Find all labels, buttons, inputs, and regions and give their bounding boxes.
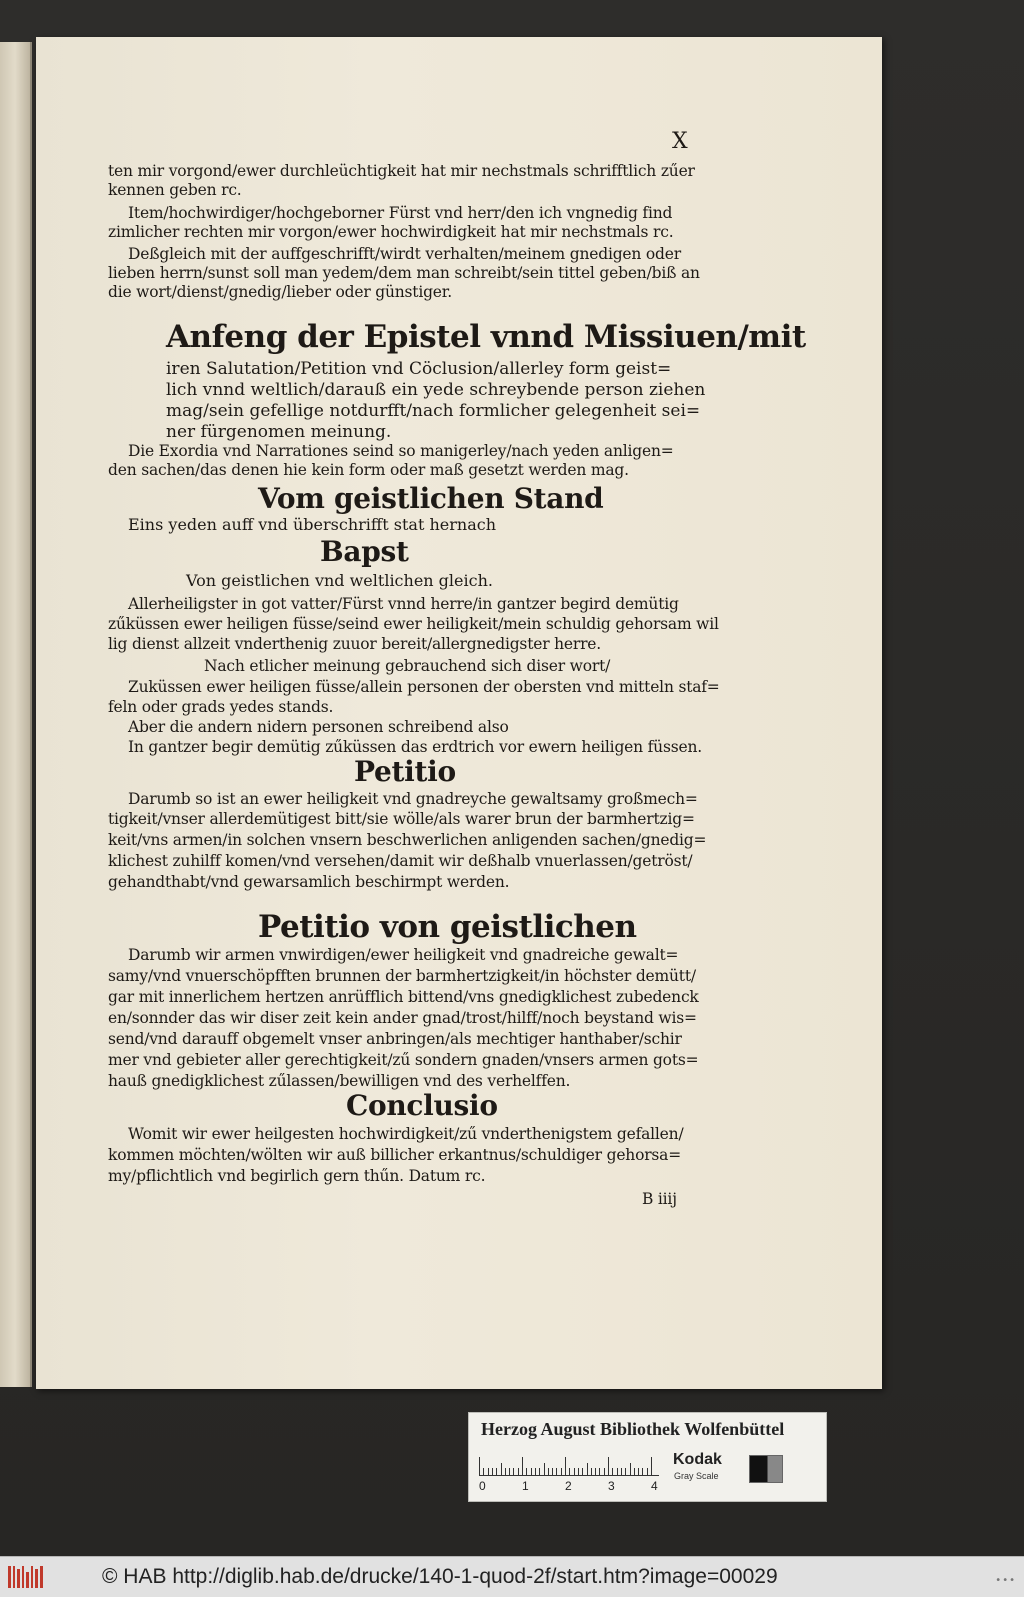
ruler-tick: [548, 1468, 549, 1475]
text-line: den sachen/das denen hie kein form oder maß gesetzt werden mag.: [108, 461, 629, 479]
scale-number: 4: [651, 1479, 658, 1493]
book-page: [36, 37, 882, 1389]
footer-copyright-link[interactable]: © HAB http://diglib.hab.de/drucke/140-1-quod-2f/start.htm?image=00029: [102, 1565, 778, 1588]
ruler-tick: [556, 1468, 557, 1475]
ruler-tick: [625, 1468, 626, 1475]
gray-patch: [749, 1455, 783, 1483]
ruler-tick: [604, 1468, 605, 1475]
ruler-tick: [591, 1468, 592, 1475]
ruler-tick: [483, 1468, 484, 1475]
text-line: zimlicher rechten mir vorgon/ewer hochwirdigkeit hat mir nechstmals rc.: [108, 223, 674, 241]
text-line: hauß gnedigklichest zűlassen/bewilligen vnd des verhelffen.: [108, 1072, 571, 1090]
ruler-tick: [552, 1468, 553, 1475]
text-line: gehandthabt/vnd gewarsamlich beschirmpt werden.: [108, 873, 510, 891]
text-line: zűküssen ewer heiligen füsse/seind ewer heiligkeit/mein schuldig gehorsam wil: [108, 615, 719, 633]
scale-number: 1: [522, 1479, 529, 1493]
text-line: en/sonnder das wir diser zeit kein ander gnad/trost/hilff/noch beystand wis=: [108, 1009, 697, 1027]
text-line: mag/sein gefellige notdurfft/nach formlicher gelegenheit sei=: [166, 401, 701, 421]
text-line: feln oder grads yedes stands.: [108, 698, 334, 716]
more-dots-icon[interactable]: •••: [995, 1575, 1016, 1586]
ruler-tick: [522, 1457, 523, 1475]
scale-number: 3: [608, 1479, 615, 1493]
text-line: In gantzer begir demütig zűküssen das erdtrich vor ewern heiligen füssen.: [128, 738, 702, 756]
text-line: Aber die andern nidern personen schreibend also: [128, 718, 509, 736]
text-line: kennen geben rc.: [108, 181, 242, 199]
ruler-tick: [651, 1457, 652, 1475]
section-heading: Vom geistlichen Stand: [258, 482, 604, 515]
ruler-tick: [565, 1457, 566, 1475]
ruler-tick: [535, 1468, 536, 1475]
scale-number: 2: [565, 1479, 572, 1493]
signature-mark: B iiij: [642, 1190, 677, 1208]
ruler-tick: [582, 1468, 583, 1475]
section-heading: Bapst: [320, 535, 409, 568]
kodak-label: Kodak: [673, 1451, 722, 1468]
ruler-tick: [531, 1468, 532, 1475]
ruler-tick: [544, 1463, 545, 1475]
text-line: send/vnd darauff obgemelt vnser anbringen/als mechtiger hanthaber/schir: [108, 1030, 682, 1048]
text-line: ten mir vorgond/ewer durchleüchtigkeit hat mir nechstmals schrifftlich zűer: [108, 162, 695, 180]
kodak-subtitle: Gray Scale: [674, 1471, 719, 1481]
section-heading: Anfeng der Epistel vnnd Missiuen/mit: [166, 319, 806, 355]
text-line: die wort/dienst/gnedig/lieber oder günstiger.: [108, 283, 453, 301]
ruler-tick: [501, 1463, 502, 1475]
text-line: Zuküssen ewer heiligen füsse/allein personen der obersten vnd mitteln staf=: [128, 678, 720, 696]
text-line: lieben herrn/sunst soll man yedem/dem man schreibt/sein tittel geben/biß an: [108, 264, 700, 282]
ruler-tick: [638, 1468, 639, 1475]
text-line: tigkeit/vnser allerdemütigest bitt/sie wölle/als warer brun der barmhertzig=: [108, 810, 695, 828]
text-line: Die Exordia vnd Narrationes seind so manigerley/nach yeden anligen=: [128, 442, 674, 460]
ruler-tick: [587, 1463, 588, 1475]
left-page-edge: [0, 42, 32, 1387]
ruler-tick: [569, 1468, 570, 1475]
ruler-tick: [595, 1468, 596, 1475]
library-name: Herzog August Bibliothek Wolfenbüttel: [481, 1419, 785, 1439]
text-line: samy/vnd vnuerschöpfften brunnen der barmhertzigkeit/in höchster demütt/: [108, 967, 696, 985]
ruler-scale: [479, 1453, 659, 1476]
text-line: lig dienst allzeit vnderthenig zuuor bereit/allergnedigster herre.: [108, 635, 602, 653]
text-line: lich vnnd weltlich/darauß ein yede schreybende person ziehen: [166, 380, 706, 400]
text-line: Deßgleich mit der auffgeschrifft/wirdt verhalten/meinem gnedigen oder: [128, 245, 681, 263]
ruler-tick: [561, 1468, 562, 1475]
ruler-tick: [642, 1468, 643, 1475]
text-line: klichest zuhilff komen/vnd versehen/damit wir deßhalb vnuerlassen/getröst/: [108, 852, 693, 870]
text-line: mer vnd gebieter aller gerechtigkeit/zű sondern gnaden/vnsers armen gots=: [108, 1051, 699, 1069]
text-line: iren Salutation/Petition vnd Cöclusion/allerley form geist=: [166, 359, 672, 379]
scale-number: 0: [479, 1479, 486, 1493]
section-heading: Conclusio: [346, 1089, 498, 1122]
text-line: Darumb so ist an ewer heiligkeit vnd gnadreyche gewaltsamy großmech=: [128, 790, 698, 808]
ruler-tick: [526, 1468, 527, 1475]
ruler-tick: [492, 1468, 493, 1475]
text-line: my/pflichtlich vnd begirlich gern thűn. Datum rc.: [108, 1167, 486, 1185]
ruler-tick: [578, 1468, 579, 1475]
text-line: gar mit innerlichem hertzen anrüfflich bittend/vns gnedigklichest zubedenck: [108, 988, 699, 1006]
text-line: Eins yeden auff vnd überschrifft stat hernach: [128, 515, 496, 534]
ruler-tick: [647, 1468, 648, 1475]
ruler-tick: [621, 1468, 622, 1475]
footer-bar: [0, 1556, 1024, 1597]
ruler-tick: [617, 1468, 618, 1475]
text-line: Darumb wir armen vnwirdigen/ewer heiligkeit vnd gnadreiche gewalt=: [128, 946, 679, 964]
text-line: Von geistlichen vnd weltlichen gleich.: [186, 571, 493, 590]
color-reference-card: [468, 1412, 827, 1502]
text-line: ner fürgenomen meinung.: [166, 422, 392, 442]
text-line: kommen möchten/wölten wir auß billicher erkantnus/schuldiger gehorsa=: [108, 1146, 681, 1164]
ruler-tick: [496, 1468, 497, 1475]
ruler-tick: [608, 1457, 609, 1475]
ruler-tick: [505, 1468, 506, 1475]
ruler-tick: [574, 1468, 575, 1475]
hab-logo-icon[interactable]: [6, 1563, 46, 1591]
folio-number: X: [672, 129, 688, 154]
ruler-tick: [599, 1468, 600, 1475]
section-heading: Petitio von geistlichen: [258, 909, 637, 945]
ruler-tick: [509, 1468, 510, 1475]
ruler-tick: [488, 1468, 489, 1475]
ruler-tick: [539, 1468, 540, 1475]
text-line: Item/hochwirdiger/hochgeborner Fürst vnd herr/den ich vngnedig find: [128, 204, 673, 222]
section-heading: Petitio: [354, 755, 456, 788]
text-line: Nach etlicher meinung gebrauchend sich diser wort/: [204, 657, 611, 675]
ruler-tick: [518, 1468, 519, 1475]
text-line: keit/vns armen/in solchen vnsern beschwerlichen anligenden sachen/gnedig=: [108, 831, 707, 849]
ruler-tick: [634, 1468, 635, 1475]
ruler-tick: [612, 1468, 613, 1475]
ruler-tick: [479, 1457, 480, 1475]
text-line: Allerheiligster in got vatter/Fürst vnnd herre/in gantzer begird demütig: [128, 595, 679, 613]
ruler-tick: [630, 1463, 631, 1475]
ruler-tick: [513, 1468, 514, 1475]
text-line: Womit wir ewer heilgesten hochwirdigkeit/zű vnderthenigstem gefallen/: [128, 1125, 684, 1143]
